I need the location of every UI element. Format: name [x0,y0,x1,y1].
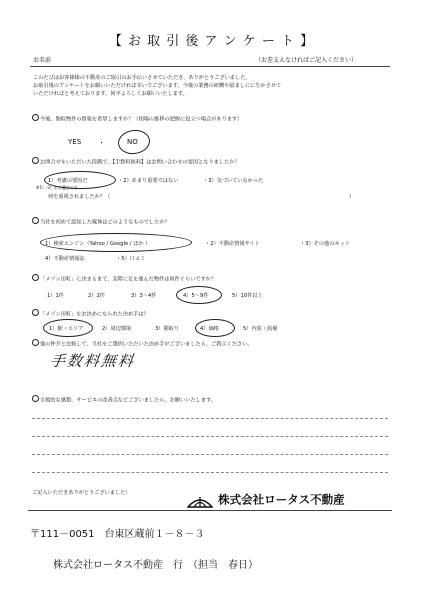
answer-line [32,418,388,419]
bullet-icon [32,339,39,346]
intro-line-2: お取引後のアンケートをお願いいただければ幸いでございます。今後の業務の研鑽や励ましにに生かさせて [33,83,282,89]
q5-option-4[interactable]: 4）価格 [200,326,219,332]
intro-line-3: いただければと考えております。何卒よろしくお願いいたします。 [33,91,188,97]
bullet-icon [32,157,39,164]
name-label: お名前 [33,57,52,64]
q3-option-4[interactable]: 4）不動産情報誌 [45,256,85,262]
q4-option-1[interactable]: 1）1件 [47,293,64,299]
thanks-text: ご記入いただきありがとうございました！ [32,490,131,496]
lotus-icon [187,492,213,508]
q5-option-2[interactable]: 2）周辺環境 [102,326,132,332]
addressee: 株式会社ロータス不動産 行 （担当 春日） [53,560,258,571]
q3-question: 当社を初めて認知した媒体はどのようなものでしたか？ [32,217,170,226]
q2-followup-end: ） [349,194,355,200]
intro-line-1: このたびはお客様様の不動産のご取引のお手伝いさせていただき、ありがとうございました。 [33,75,251,81]
q4-option-5[interactable]: 5）10件以上 [232,293,263,299]
q4-option-3[interactable]: 3）3～4件 [131,293,157,299]
q2-option-3[interactable]: ・3）気づいていなかった [203,178,264,184]
q5-option-4-circle [195,319,235,337]
q3-option-5[interactable]: ・5）口コミ [116,256,146,262]
q3-option-2[interactable]: ・2）不動産情報サイト [205,241,260,247]
q7-question: 全般的な感想、サービスの改善点などございましたら、お願いいたします。 [32,395,216,404]
q6-question: 他の仲介と比較して、当社をご選択いただいた決め手がございましたら、ご教示ください。 [32,339,253,348]
q2-option-2[interactable]: ・2）あまり重要ではない [118,178,179,184]
q2-option-1[interactable]: 1）考慮の要因だ [48,178,88,184]
bullet-icon [32,274,39,281]
q1-question: 今後、類似物件の情報を希望しますか？（相場の推移の把握に役立つ場合があります） [32,114,242,123]
q4-option-4[interactable]: 4）5～9件 [183,293,209,299]
q5-option-1-circle [43,319,93,337]
q2-note: ※1）-3）をお選びの方… [36,185,82,190]
q5-option-3[interactable]: 3）間取り [155,326,180,332]
q3-option-1-circle [40,233,192,252]
q2-followup: 何を重視されましたか？（ [48,194,111,200]
bullet-icon [32,217,39,224]
answer-line [32,436,388,437]
q1-yes[interactable]: YES [68,138,82,146]
footer-divider [28,510,392,511]
bullet-icon [32,309,39,316]
bullet-icon [32,395,39,402]
q5-question: 「メゾン田町」をお決めになられた決め手は？ [32,309,149,318]
q2-question: お問合せをいただいた段階で、【手数料無料】はお問い合わせの要因となりましたか？ [32,157,240,166]
q1-no-circle [116,128,151,156]
q4-option-4-circle [176,286,222,304]
bullet-icon [32,114,39,121]
q4-question: 「メゾン田町」に決まるまで、実際に足を運んだ物件は何件ぐらいですか？ [32,274,216,283]
q3-option-1[interactable]: 1）検索エンジン（Yahoo / Google / ほか ） [45,241,151,247]
answer-line [32,454,388,455]
name-note: （お差支えなければご記入ください） [255,57,358,64]
page-title: 【 お 取 引 後 ア ン ケ ー ト 】 [108,34,315,49]
answer-line [32,472,388,473]
q4-option-2[interactable]: 2）2件 [88,293,105,299]
q3-option-3[interactable]: ・3）その他のネット [300,241,350,247]
q5-option-5[interactable]: 5）内装・設備 [243,326,278,332]
q1-sep: ・ [98,139,105,147]
q1-no[interactable]: NO [127,138,138,146]
company-logo: 株式会社ロータス不動産 [187,489,345,508]
postal-address: 〒111－0051 台東区蔵前１－８－３ [30,529,205,540]
q6-handwritten-answer: 手数料無料 [48,352,137,370]
name-underline [30,66,390,67]
q5-option-1[interactable]: 1）駅・エリア [49,326,84,332]
